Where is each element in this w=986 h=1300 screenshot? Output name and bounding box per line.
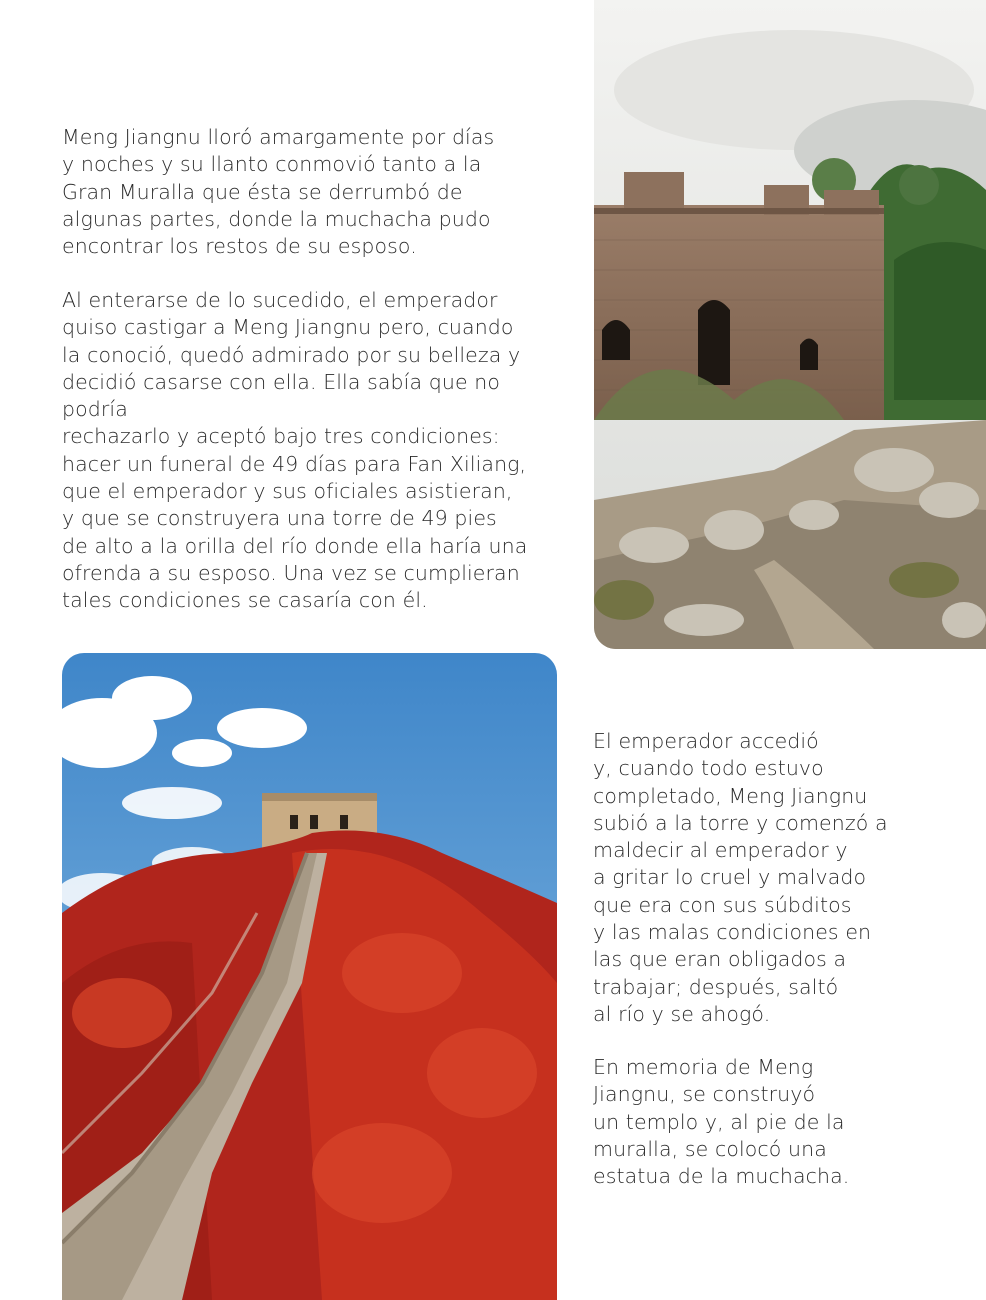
paragraph-1: Meng Jiangnu lloró amargamente por días y noches y su llanto conmovió tanto a la Gran Muralla que ésta se derrumbó de algunas partes, donde la muchacha pudo encontrar los restos de su esposo. (62, 125, 495, 259)
paragraph-2: Al enterarse de lo sucedido, el emperador quiso castigar a Meng Jiangnu pero, cuando la conoció, quedó admirado por su belleza y decidió casarse con ella. Ella sabía que no podría rechazarlo y aceptó bajo tres condiciones: hacer un funeral de 49 días para Fan Xiliang, que el emperador y sus oficiales asistieran, y que se construyera una torre de 49 pies de alto a la orilla del río donde ella haría una ofrenda a su esposo. Una vez se cumplieran tales condiciones se casaría con él. (62, 288, 528, 613)
paragraph-4: En memoria de Meng Jiangnu, se construyó un templo y, al pie de la muralla, se colocó una estatua de la muchacha. (593, 1055, 850, 1189)
great-wall-red-foliage-photo (62, 653, 557, 1300)
watchtower-photo (594, 0, 986, 649)
paragraph-3: El emperador accedió y, cuando todo estuvo completado, Meng Jiangnu subió a la torre y comenzó a maldecir al emperador y a gritar lo cruel y malvado que era con sus súbditos y las malas condiciones en las que eran obligados a trabajar; después, saltó al río y se ahogó. (593, 729, 888, 1026)
